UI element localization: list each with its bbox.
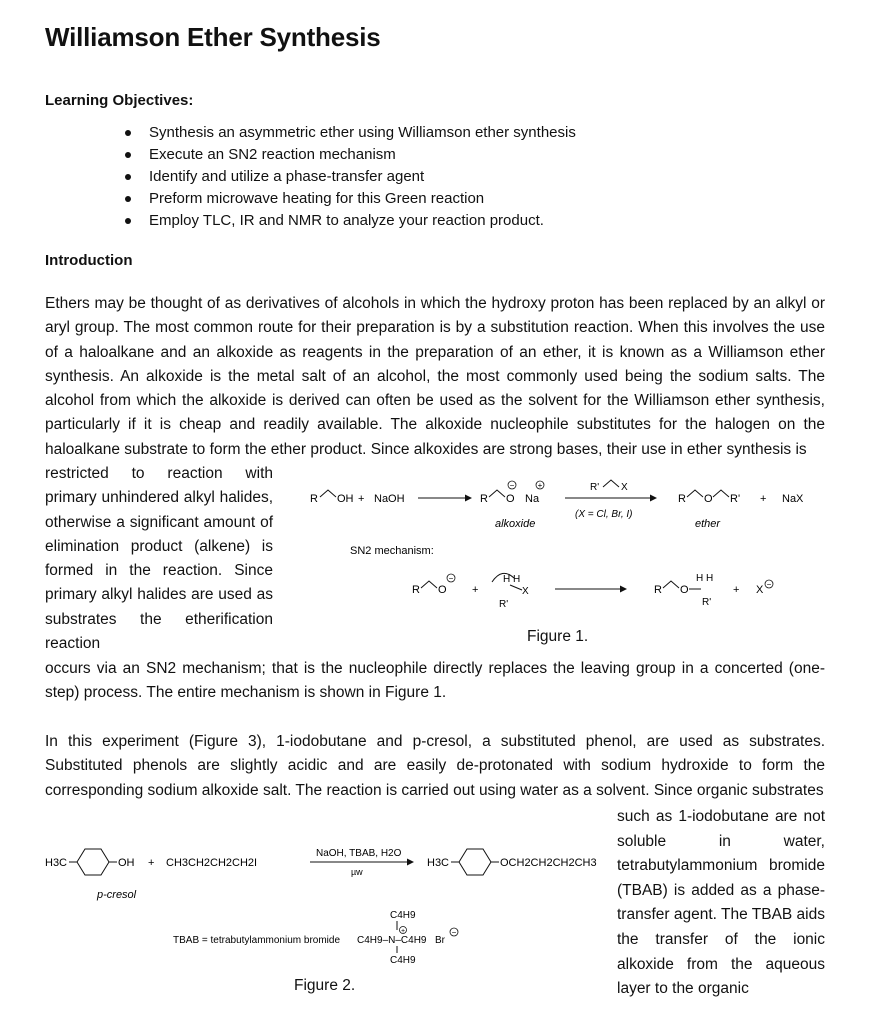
- fig2-tbab-minus: −: [451, 928, 457, 937]
- learning-objectives-heading: Learning Objectives:: [45, 92, 194, 109]
- fig1-bond: [320, 490, 336, 497]
- intro-paragraph-1: Ethers may be thought of as derivatives of alcohols in which the hydroxy proton has been replaced by an alkyl or aryl group. The most common route for their preparation is by a substitution reaction. When this involves the use of a haloalkane and an alkoxide as reagents in the preparation of an ether, it is known as a Williamson ether synthesis. An alkoxide is the metal salt of an alcohol, the most commonly used being the sodium salts. The alcohol from which the alkoxide is derived can often be used as the solvent for the Williamson ether synthesis, particularly if it is cheap and readily available. The alkoxide nucleophile substitutes for the halogen on the haloalkane substrate to form the ether product. Since alkoxides are strong bases, their use in ether synthesis is: [45, 295, 825, 458]
- fig1-mech-minus: −: [448, 574, 454, 583]
- fig1-halide-condition: (X = Cl, Br, I): [575, 509, 633, 520]
- fig1-bond: [687, 490, 703, 497]
- figure-2-caption: Figure 2.: [294, 977, 356, 994]
- fig1-prod-o: O: [680, 584, 689, 596]
- fig1-mech-plus: +: [472, 584, 479, 596]
- fig1-mech-hh: H H: [503, 574, 521, 585]
- fig1-na: Na: [525, 493, 540, 505]
- fig2-tbab-definition: TBAB = tetrabutylammonium bromide: [173, 935, 341, 946]
- fig1-bond: [510, 585, 522, 590]
- fig1-prod-r: R: [654, 584, 662, 596]
- list-item: Execute an SN2 reaction mechanism: [125, 144, 576, 166]
- fig2-arrowhead: [407, 859, 414, 866]
- fig1-mech-r: R: [412, 584, 420, 596]
- fig1-ether-r2: R': [730, 493, 741, 505]
- fig1-plus: +: [358, 493, 365, 505]
- list-item: Synthesis an asymmetric ether using Williamson ether synthesis: [125, 122, 576, 144]
- fig1-arrowhead-1: [465, 495, 472, 502]
- introduction-heading: Introduction: [45, 252, 133, 269]
- intro-wrap-text: restricted to reaction with primary unhindered alkyl halides, otherwise a significant amount of elimination product (alkene) is formed in the reaction. Since primary alkyl halides are used as substrates the etherification reaction: [45, 465, 273, 653]
- fig2-tbab-bromide: Br: [435, 935, 445, 946]
- fig1-plus-2: +: [760, 493, 767, 505]
- fig1-mech-o: O: [438, 584, 447, 596]
- page-title: Williamson Ether Synthesis: [45, 22, 381, 52]
- fig2-tbab-top: C4H9: [390, 910, 416, 921]
- fig2-product-h3c: H3C: [427, 857, 450, 869]
- intro-continuation: occurs via an SN2 mechanism; that is the nucleophile directly replaces the leaving group in a concerted (one-step) process. The entire mechanism is shown in Figure 1.: [45, 660, 825, 702]
- fig1-prod-minus: −: [766, 580, 772, 589]
- figure-1-caption: Figure 1.: [527, 628, 589, 645]
- fig1-bond: [421, 581, 437, 588]
- list-item: Identify and utilize a phase-transfer agent: [125, 166, 576, 188]
- fig1-prod-x: X: [756, 584, 764, 596]
- fig1-mechanism-label: SN2 mechanism:: [350, 545, 434, 557]
- objectives-list: [125, 122, 576, 232]
- fig1-prod-plus: +: [733, 584, 740, 596]
- benzene-ring-icon: [77, 849, 109, 875]
- fig1-mech-x: X: [522, 586, 529, 597]
- fig1-plus-charge: +: [537, 481, 543, 490]
- fig1-bond: [603, 480, 619, 487]
- fig1-alkoxide-o: O: [506, 493, 515, 505]
- fig1-ether-label: ether: [695, 518, 721, 530]
- fig1-halide-r: R': [590, 482, 600, 493]
- fig2-tbab-plus: +: [400, 928, 406, 935]
- fig1-prod-hh: H H: [696, 573, 714, 584]
- fig1-r: R: [310, 493, 318, 505]
- fig1-ether-r: R: [678, 493, 686, 505]
- fig2-plus: +: [148, 857, 155, 869]
- fig2-h3c: H3C: [45, 857, 68, 869]
- intro-paragraph-2: In this experiment (Figure 3), 1-iodobutane and p-cresol, a substituted phenol, are used as substrates. Substituted phenols are slightly acidic and are easily de-protonated with sodium hydroxide to form the corresponding sodium alkoxide salt. The reaction is carried out using water as a solvent. Since organic substrates: [45, 733, 825, 799]
- list-item: Preform microwave heating for this Green reaction: [125, 188, 576, 210]
- fig2-iodobutane: CH3CH2CH2CH2I: [166, 857, 258, 869]
- fig1-prod-r2: R': [702, 597, 712, 608]
- fig1-naoh: NaOH: [374, 493, 405, 505]
- fig1-ether-o: O: [704, 493, 713, 505]
- fig1-nax: NaX: [782, 493, 804, 505]
- list-item: Employ TLC, IR and NMR to analyze your reaction product.: [125, 210, 576, 232]
- fig1-bond: [489, 490, 505, 497]
- fig2-oh: OH: [118, 857, 135, 869]
- fig1-bond: [713, 490, 729, 497]
- fig2-microwave: µw: [351, 867, 363, 877]
- fig1-minus: −: [509, 481, 515, 490]
- fig1-oh: OH: [337, 493, 354, 505]
- fig1-halide-x: X: [621, 482, 628, 493]
- figure-1-reaction-scheme: [300, 470, 820, 630]
- fig2-conditions: NaOH, TBAB, H2O: [316, 848, 402, 859]
- fig2-tbab-bottom: C4H9: [390, 955, 416, 966]
- fig1-alkoxide-r: R: [480, 493, 488, 505]
- benzene-ring-icon: [459, 849, 491, 875]
- fig1-arrowhead-2: [650, 495, 657, 502]
- fig2-tbab-middle: C4H9–N–C4H9: [357, 935, 427, 946]
- fig1-mech-r2: R': [499, 599, 509, 610]
- fig1-alkoxide-label: alkoxide: [495, 518, 536, 530]
- intro-side-text: such as 1-iodobutane are not soluble in water, tetrabutylammonium bromide (TBAB) is added as a phase-transfer agent. The TBAB aids the transfer of the ionic alkoxide from the aqueous layer to the organic: [617, 808, 825, 998]
- fig1-arrowhead-3: [620, 586, 627, 593]
- fig2-product-group: OCH2CH2CH2CH3: [500, 857, 597, 869]
- fig2-cresol-label: p-cresol: [97, 889, 137, 901]
- figure-2-reaction-scheme: [45, 830, 605, 980]
- fig1-bond: [663, 581, 679, 588]
